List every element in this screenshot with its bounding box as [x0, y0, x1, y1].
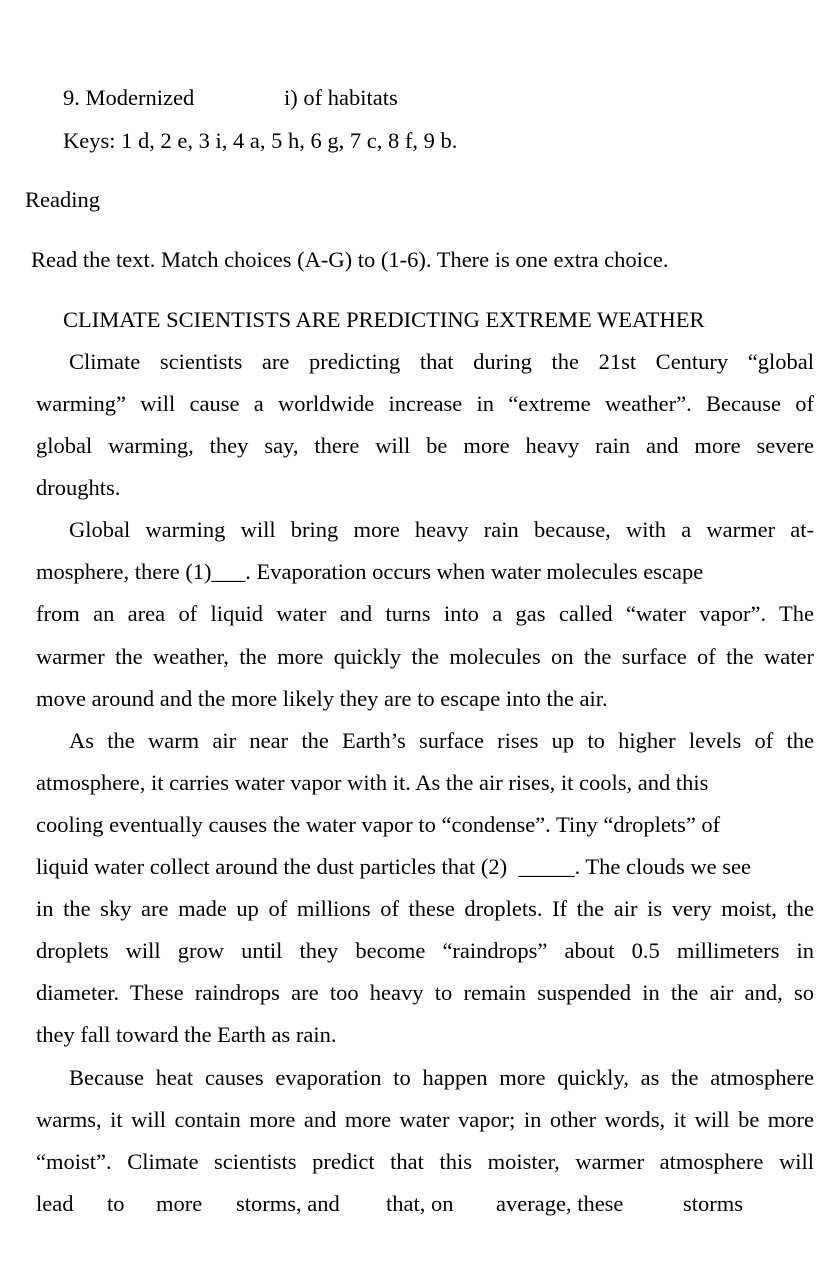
- vocab-term: 9. Modernized: [63, 85, 195, 110]
- paragraph-3-line: they fall toward the Earth as rain.: [36, 1022, 337, 1047]
- word: that, on: [386, 1191, 454, 1216]
- paragraph-2-line: from an area of liquid water and turns into a gas called “water vapor”. The: [36, 601, 814, 626]
- paragraph-3-line: cooling eventually causes the water vapor to “condense”. Tiny “droplets” of: [36, 812, 721, 837]
- paragraph-3-line: diameter. These raindrops are too heavy to remain suspended in the air and, so: [36, 980, 814, 1005]
- paragraph-4-line: “moist”. Climate scientists predict that this moister, warmer atmosphere will: [36, 1149, 814, 1174]
- word: average, these: [496, 1191, 624, 1216]
- article-title: CLIMATE SCIENTISTS ARE PREDICTING EXTREME WEATHER: [63, 307, 705, 332]
- word: more: [156, 1191, 203, 1216]
- instruction: Read the text. Match choices (A-G) to (1-6). There is one extra choice.: [31, 247, 669, 272]
- word: storms, and: [236, 1191, 340, 1216]
- paragraph-4-last-line: [36, 1190, 814, 1218]
- paragraph-2-line: mosphere, there (1)___. Evaporation occurs when water molecules escape: [36, 559, 704, 584]
- section-heading: Reading: [25, 187, 100, 212]
- paragraph-2-line: warmer the weather, the more quickly the molecules on the surface of the water: [36, 644, 814, 669]
- paragraph-1-line: droughts.: [36, 475, 121, 500]
- paragraph-1-line: warming” will cause a worldwide increase in “extreme weather”. Because of: [36, 391, 814, 416]
- answer-keys: Keys: 1 d, 2 e, 3 i, 4 a, 5 h, 6 g, 7 c, 8 f, 9 b.: [63, 128, 458, 153]
- paragraph-2-line: Global warming will bring more heavy rain because, with a warmer at-: [69, 517, 814, 542]
- paragraph-4-line: warms, it will contain more and more water vapor; in other words, it will be more: [36, 1107, 814, 1132]
- paragraph-3-line: droplets will grow until they become “raindrops” about 0.5 millimeters in: [36, 938, 814, 963]
- paragraph-3-line: liquid water collect around the dust particles that (2) _____. The clouds we see: [36, 854, 752, 879]
- paragraph-1-line: Climate scientists are predicting that during the 21st Century “global: [69, 349, 814, 374]
- vocab-match: i) of habitats: [284, 85, 398, 110]
- word: storms: [683, 1191, 744, 1216]
- paragraph-1-line: global warming, they say, there will be more heavy rain and more severe: [36, 433, 814, 458]
- paragraph-4-line: Because heat causes evaporation to happen more quickly, as the atmosphere: [69, 1065, 814, 1090]
- paragraph-3-line: in the sky are made up of millions of these droplets. If the air is very moist, the: [36, 896, 814, 921]
- paragraph-3-line: atmosphere, it carries water vapor with it. As the air rises, it cools, and this: [36, 770, 709, 795]
- vocab-item-9: [63, 84, 663, 112]
- paragraph-3-line: As the warm air near the Earth’s surface rises up to higher levels of the: [69, 728, 814, 753]
- paragraph-2-line: move around and the more likely they are to escape into the air.: [36, 686, 608, 711]
- word: lead: [36, 1191, 74, 1216]
- word: to: [107, 1191, 125, 1216]
